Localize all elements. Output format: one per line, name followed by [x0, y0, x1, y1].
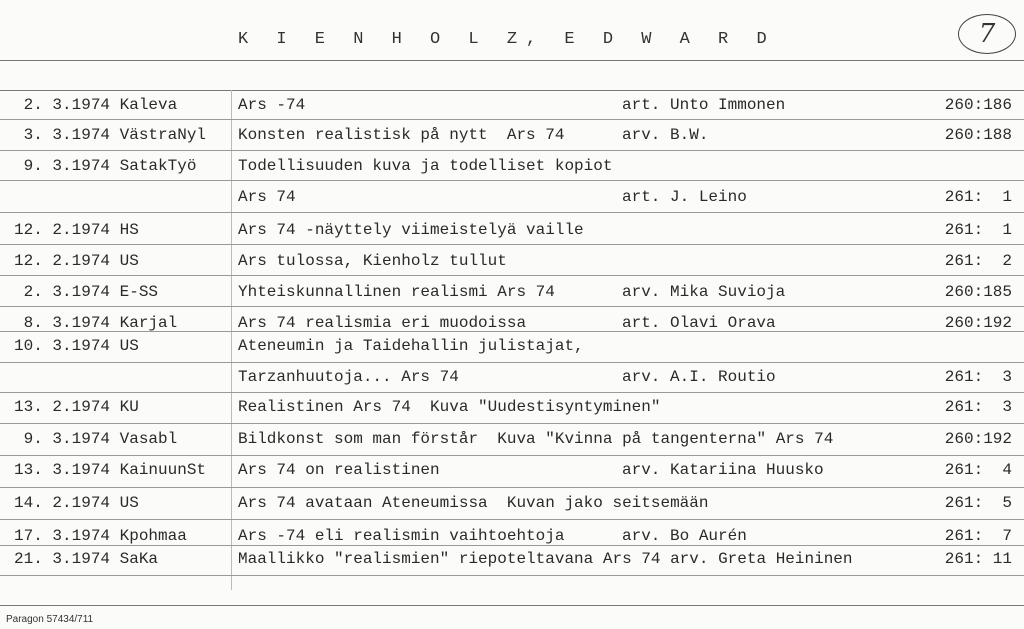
- list-item: [0, 252, 1024, 274]
- entry-title: Ateneumin ja Taidehallin julistajat,: [238, 337, 584, 355]
- list-item: [0, 96, 1024, 118]
- entry-date-source: 12. 2.1974 US: [14, 252, 139, 270]
- entry-title: Ars tulossa, Kienholz tullut: [238, 252, 507, 270]
- entry-date-source: 21. 3.1974 SaKa: [14, 550, 159, 568]
- entry-date-source: 9. 3.1974 Vasabl: [14, 430, 178, 448]
- entry-reference: 261: 11: [944, 550, 1012, 568]
- row-rule: [0, 150, 1024, 151]
- entry-date-source: 12. 2.1974 HS: [14, 221, 139, 239]
- list-item: [0, 283, 1024, 305]
- entry-author: art. Olavi Orava: [622, 314, 776, 332]
- list-item: [0, 461, 1024, 483]
- entry-date-source: 9. 3.1974 SatakTyö: [14, 157, 197, 175]
- row-rule: [0, 423, 1024, 424]
- row-rule: [0, 519, 1024, 520]
- list-item: [0, 494, 1024, 516]
- entry-title: Ars 74 -näyttely viimeistelyä vaille: [238, 221, 584, 239]
- entry-title: Ars 74: [238, 188, 296, 206]
- list-item: [0, 550, 1024, 572]
- row-rule: [0, 180, 1024, 181]
- entry-reference: 261: 3: [944, 368, 1012, 386]
- entry-title: Todellisuuden kuva ja todelliset kopiot: [238, 157, 613, 175]
- list-item: [0, 221, 1024, 243]
- entry-reference: 260:185: [944, 283, 1012, 301]
- entry-reference: 261: 1: [944, 221, 1012, 239]
- row-rule: [0, 212, 1024, 213]
- entry-date-source: 10. 3.1974 US: [14, 337, 139, 355]
- entry-title: Konsten realistisk på nytt Ars 74: [238, 126, 565, 144]
- entry-date-source: 14. 2.1974 US: [14, 494, 139, 512]
- row-rule: [0, 275, 1024, 276]
- entry-reference: 260:192: [944, 430, 1012, 448]
- entry-title: Ars 74 avataan Ateneumissa Kuvan jako seitsemään: [238, 494, 709, 512]
- row-rule: [0, 119, 1024, 120]
- entry-date-source: 13. 2.1974 KU: [14, 398, 139, 416]
- entry-date-source: 2. 3.1974 E-SS: [14, 283, 159, 301]
- card-title: K I E N H O L Z, E D W A R D: [238, 30, 776, 49]
- list-item: [0, 430, 1024, 452]
- row-rule: [0, 545, 1024, 546]
- list-item: [0, 188, 1024, 210]
- row-rule: [0, 455, 1024, 456]
- entry-reference: 261: 4: [944, 461, 1012, 479]
- list-item: [0, 337, 1024, 359]
- list-item: [0, 126, 1024, 148]
- entry-title: Maallikko "realismien" riepoteltavana Ars 74 arv. Greta Heininen: [238, 550, 853, 568]
- entry-author: arv. Katariina Huusko: [622, 461, 824, 479]
- entry-author: art. J. Leino: [622, 188, 747, 206]
- entry-reference: 261: 1: [944, 188, 1012, 206]
- row-rule: [0, 244, 1024, 245]
- entry-author: arv. B.W.: [622, 126, 709, 144]
- entry-title: Ars 74 on realistinen: [238, 461, 440, 479]
- entry-reference: 260:188: [944, 126, 1012, 144]
- header-rule: [0, 60, 1024, 61]
- list-item: [0, 368, 1024, 390]
- entry-reference: 261: 5: [944, 494, 1012, 512]
- row-rule: [0, 362, 1024, 363]
- entry-author: arv. Bo Aurén: [622, 527, 747, 545]
- entry-reference: 260:186: [944, 96, 1012, 114]
- entry-date-source: 13. 3.1974 KainuunSt: [14, 461, 207, 479]
- entry-author: arv. A.I. Routio: [622, 368, 776, 386]
- row-rule: [0, 575, 1024, 576]
- header-rule-lower: [0, 90, 1024, 91]
- list-item: [0, 157, 1024, 179]
- list-item: [0, 398, 1024, 420]
- entry-title: Tarzanhuutoja... Ars 74: [238, 368, 459, 386]
- bottom-rule: [0, 605, 1024, 606]
- entry-title: Ars 74 realismia eri muodoissa: [238, 314, 527, 332]
- entry-title: Ars -74 eli realismin vaihtoehtoja: [238, 527, 565, 545]
- row-rule: [0, 487, 1024, 488]
- entry-date-source: 17. 3.1974 Kpohmaa: [14, 527, 187, 545]
- row-rule: [0, 392, 1024, 393]
- entry-reference: 260:192: [944, 314, 1012, 332]
- entry-title: Yhteiskunnallinen realismi Ars 74: [238, 283, 555, 301]
- list-item: [0, 314, 1024, 336]
- entry-author: arv. Mika Suvioja: [622, 283, 786, 301]
- row-rule: [0, 331, 1024, 332]
- entry-date-source: 3. 3.1974 VästraNyl: [14, 126, 207, 144]
- entry-author: art. Unto Immonen: [622, 96, 786, 114]
- printer-mark: Paragon 57434/711: [6, 614, 94, 625]
- entry-date-source: 8. 3.1974 Karjal: [14, 314, 178, 332]
- entry-title: Ars -74: [238, 96, 306, 114]
- row-rule: [0, 306, 1024, 307]
- entry-reference: 261: 7: [944, 527, 1012, 545]
- entry-title: Bildkonst som man förstår Kuva "Kvinna på tangenterna" Ars 74: [238, 430, 834, 448]
- entry-title: Realistinen Ars 74 Kuva "Uudestisyntyminen": [238, 398, 661, 416]
- entry-date-source: 2. 3.1974 Kaleva: [14, 96, 178, 114]
- card-number-circle: 7: [958, 14, 1016, 54]
- entry-reference: 261: 2: [944, 252, 1012, 270]
- entry-reference: 261: 3: [944, 398, 1012, 416]
